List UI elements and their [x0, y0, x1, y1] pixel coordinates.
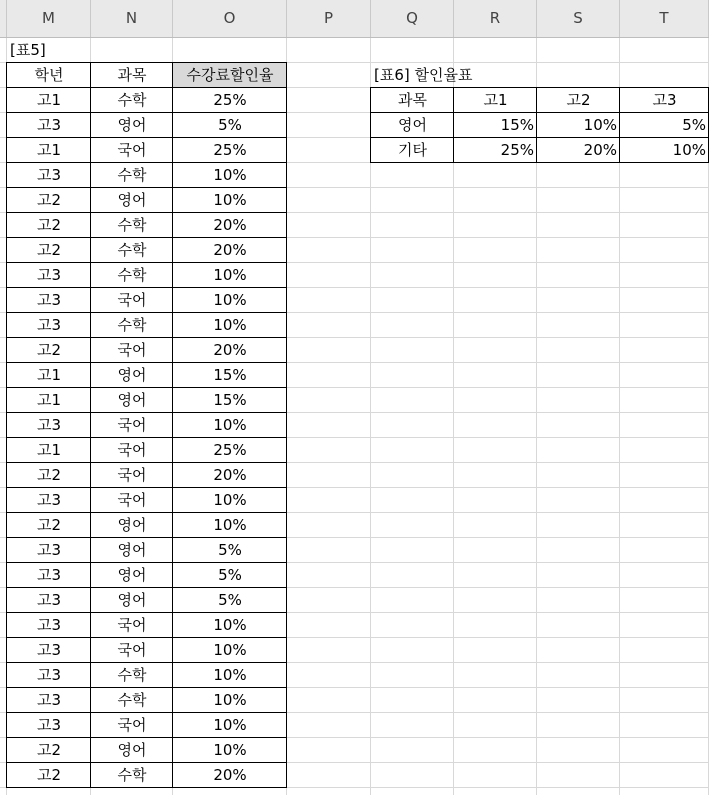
table5-cell[interactable]: 국어 — [117, 466, 147, 484]
table5-cell[interactable]: 고3 — [36, 316, 62, 334]
table-border-horizontal — [6, 587, 287, 588]
table5-cell[interactable]: 10% — [213, 741, 247, 759]
table5-cell[interactable]: 20% — [213, 766, 247, 784]
table5-cell[interactable]: 수학 — [117, 216, 147, 234]
table5-cell[interactable]: 10% — [213, 191, 247, 209]
table5-cell[interactable]: 고2 — [36, 216, 62, 234]
column-header-p[interactable]: P — [287, 0, 371, 37]
column-header-t[interactable]: T — [620, 0, 709, 37]
table-border-horizontal — [6, 212, 287, 213]
table5-cell[interactable]: 고1 — [36, 366, 62, 384]
table5-cell[interactable]: 고3 — [36, 116, 62, 134]
table5-cell[interactable]: 영어 — [117, 116, 147, 134]
table5-cell[interactable]: 고3 — [36, 566, 62, 584]
table6-cell[interactable]: 10% — [672, 141, 706, 159]
table5-cell[interactable]: 고3 — [36, 291, 62, 309]
table5-cell[interactable]: 고3 — [36, 166, 62, 184]
table6-cell[interactable]: 10% — [583, 116, 617, 134]
table5-cell[interactable]: 영어 — [117, 741, 147, 759]
table5-cell[interactable]: 고2 — [36, 341, 62, 359]
table5-cell[interactable]: 수학 — [117, 166, 147, 184]
table-border-vertical — [453, 87, 454, 163]
table5-cell[interactable]: 영어 — [117, 566, 147, 584]
table-border-horizontal — [6, 562, 287, 563]
table5-cell[interactable]: 국어 — [117, 641, 147, 659]
table-border-horizontal — [6, 412, 287, 413]
table-border-horizontal — [6, 162, 287, 163]
table5-cell[interactable]: 15% — [213, 391, 247, 409]
table-border-horizontal — [6, 462, 287, 463]
table-border-horizontal — [6, 612, 287, 613]
table5-cell[interactable]: 수학 — [117, 241, 147, 259]
table5-cell[interactable]: 10% — [213, 316, 247, 334]
table5-header-cell[interactable]: 수강료할인율 — [186, 66, 274, 84]
table-border-horizontal — [6, 637, 287, 638]
table5-cell[interactable]: 고2 — [36, 191, 62, 209]
table-border-horizontal — [6, 262, 287, 263]
table6-cell[interactable]: 25% — [500, 141, 534, 159]
table-border-horizontal — [6, 787, 287, 788]
table-border-horizontal — [370, 112, 709, 113]
table5-cell[interactable]: 고3 — [36, 716, 62, 734]
table5-cell[interactable]: 고2 — [36, 241, 62, 259]
table5-cell[interactable]: 5% — [218, 116, 242, 134]
table5-cell[interactable]: 국어 — [117, 291, 147, 309]
table5-cell[interactable]: 고2 — [36, 466, 62, 484]
table5-cell[interactable]: 국어 — [117, 416, 147, 434]
table5-cell[interactable]: 고1 — [36, 391, 62, 409]
table5-cell[interactable]: 영어 — [117, 366, 147, 384]
column-header-n[interactable]: N — [91, 0, 173, 37]
table-border-horizontal — [6, 337, 287, 338]
table5-cell[interactable]: 10% — [213, 616, 247, 634]
column-header-s[interactable]: S — [537, 0, 620, 37]
table5-caption[interactable]: [표5] — [10, 41, 46, 59]
table5-cell[interactable]: 10% — [213, 166, 247, 184]
table5-cell[interactable]: 25% — [213, 441, 247, 459]
table5-cell[interactable]: 고2 — [36, 741, 62, 759]
table-border-horizontal — [6, 287, 287, 288]
table5-cell[interactable]: 20% — [213, 216, 247, 234]
table5-cell[interactable]: 10% — [213, 716, 247, 734]
table-border-horizontal — [6, 237, 287, 238]
table5-header-cell[interactable]: 학년 — [34, 66, 64, 84]
table5-cell[interactable]: 국어 — [117, 716, 147, 734]
table5-cell[interactable]: 10% — [213, 291, 247, 309]
table-border-vertical — [286, 62, 287, 788]
table5-cell[interactable]: 20% — [213, 466, 247, 484]
table5-cell[interactable]: 국어 — [117, 141, 147, 159]
table5-cell[interactable]: 고3 — [36, 416, 62, 434]
table5-cell[interactable]: 고2 — [36, 766, 62, 784]
table5-cell[interactable]: 고1 — [36, 141, 62, 159]
table5-cell[interactable]: 10% — [213, 266, 247, 284]
select-all-corner[interactable] — [0, 0, 7, 37]
table-border-horizontal — [370, 87, 709, 88]
table5-cell[interactable]: 고3 — [36, 266, 62, 284]
table5-cell[interactable]: 국어 — [117, 491, 147, 509]
table-border-horizontal — [6, 312, 287, 313]
table6-header-cell[interactable]: 과목 — [398, 91, 427, 109]
column-header-q[interactable]: Q — [371, 0, 454, 37]
table5-cell[interactable]: 25% — [213, 91, 247, 109]
table5-cell[interactable]: 20% — [213, 341, 247, 359]
table-border-horizontal — [370, 137, 709, 138]
table5-cell[interactable]: 고2 — [36, 516, 62, 534]
table6-caption[interactable]: [표6] 할인율표 — [374, 66, 473, 84]
table6-cell[interactable]: 5% — [682, 116, 706, 134]
table5-cell[interactable]: 20% — [213, 241, 247, 259]
table5-cell[interactable]: 고3 — [36, 641, 62, 659]
table-border-horizontal — [6, 62, 287, 63]
table-border-horizontal — [6, 137, 287, 138]
table6-header-cell[interactable]: 고3 — [652, 91, 677, 109]
table-border-horizontal — [6, 762, 287, 763]
table-border-horizontal — [6, 712, 287, 713]
table5-header-cell[interactable]: 과목 — [117, 66, 147, 84]
table5-cell[interactable]: 수학 — [117, 691, 147, 709]
column-header-o[interactable]: O — [173, 0, 287, 37]
table5-cell[interactable]: 10% — [213, 491, 247, 509]
table5-cell[interactable]: 고1 — [36, 91, 62, 109]
table-border-vertical — [6, 62, 7, 788]
table-border-horizontal — [6, 537, 287, 538]
table5-cell[interactable]: 고1 — [36, 441, 62, 459]
table-border-horizontal — [6, 187, 287, 188]
table5-cell[interactable]: 고3 — [36, 491, 62, 509]
table5-cell[interactable]: 수학 — [117, 766, 147, 784]
table5-cell[interactable]: 10% — [213, 416, 247, 434]
table5-cell[interactable]: 고3 — [36, 541, 62, 559]
table-border-vertical — [172, 62, 173, 788]
table5-cell[interactable]: 고3 — [36, 666, 62, 684]
table-border-horizontal — [6, 662, 287, 663]
table5-cell[interactable]: 영어 — [117, 516, 147, 534]
table5-cell[interactable]: 수학 — [117, 266, 147, 284]
table-border-horizontal — [6, 387, 287, 388]
table5-cell[interactable]: 영어 — [117, 541, 147, 559]
table5-cell[interactable]: 5% — [218, 591, 242, 609]
column-header-r[interactable]: R — [454, 0, 537, 37]
table-border-vertical — [619, 87, 620, 163]
table6-cell[interactable]: 15% — [500, 116, 534, 134]
table6-cell[interactable]: 영어 — [398, 116, 427, 134]
table5-cell[interactable]: 15% — [213, 366, 247, 384]
table5-cell[interactable]: 국어 — [117, 341, 147, 359]
table5-cell[interactable]: 영어 — [117, 191, 147, 209]
table6-header-cell[interactable]: 고1 — [483, 91, 508, 109]
table5-cell[interactable]: 25% — [213, 141, 247, 159]
table6-cell[interactable]: 20% — [583, 141, 617, 159]
table5-cell[interactable]: 영어 — [117, 391, 147, 409]
table5-cell[interactable]: 수학 — [117, 666, 147, 684]
table-border-vertical — [370, 87, 371, 163]
column-header-m[interactable]: M — [7, 0, 91, 37]
table-border-horizontal — [6, 512, 287, 513]
table5-cell[interactable]: 고3 — [36, 616, 62, 634]
table5-cell[interactable]: 영어 — [117, 591, 147, 609]
table5-cell[interactable]: 5% — [218, 541, 242, 559]
table5-cell[interactable]: 국어 — [117, 616, 147, 634]
table-border-horizontal — [6, 362, 287, 363]
table5-cell[interactable]: 10% — [213, 666, 247, 684]
table-border-horizontal — [6, 687, 287, 688]
table5-cell[interactable]: 10% — [213, 641, 247, 659]
table5-cell[interactable]: 수학 — [117, 316, 147, 334]
table5-cell[interactable]: 10% — [213, 516, 247, 534]
table5-cell[interactable]: 고3 — [36, 691, 62, 709]
table-border-vertical — [90, 62, 91, 788]
table-border-horizontal — [370, 162, 709, 163]
table-border-horizontal — [6, 87, 287, 88]
table5-cell[interactable]: 5% — [218, 566, 242, 584]
table-border-vertical — [536, 87, 537, 163]
table5-cell[interactable]: 10% — [213, 691, 247, 709]
table5-cell[interactable]: 국어 — [117, 441, 147, 459]
table-border-horizontal — [6, 112, 287, 113]
table-border-horizontal — [6, 737, 287, 738]
table6-header-cell[interactable]: 고2 — [566, 91, 591, 109]
table5-cell[interactable]: 수학 — [117, 91, 147, 109]
table5-cell[interactable]: 고3 — [36, 591, 62, 609]
table6-cell[interactable]: 기타 — [398, 141, 427, 159]
table-border-horizontal — [6, 437, 287, 438]
table-border-horizontal — [6, 487, 287, 488]
